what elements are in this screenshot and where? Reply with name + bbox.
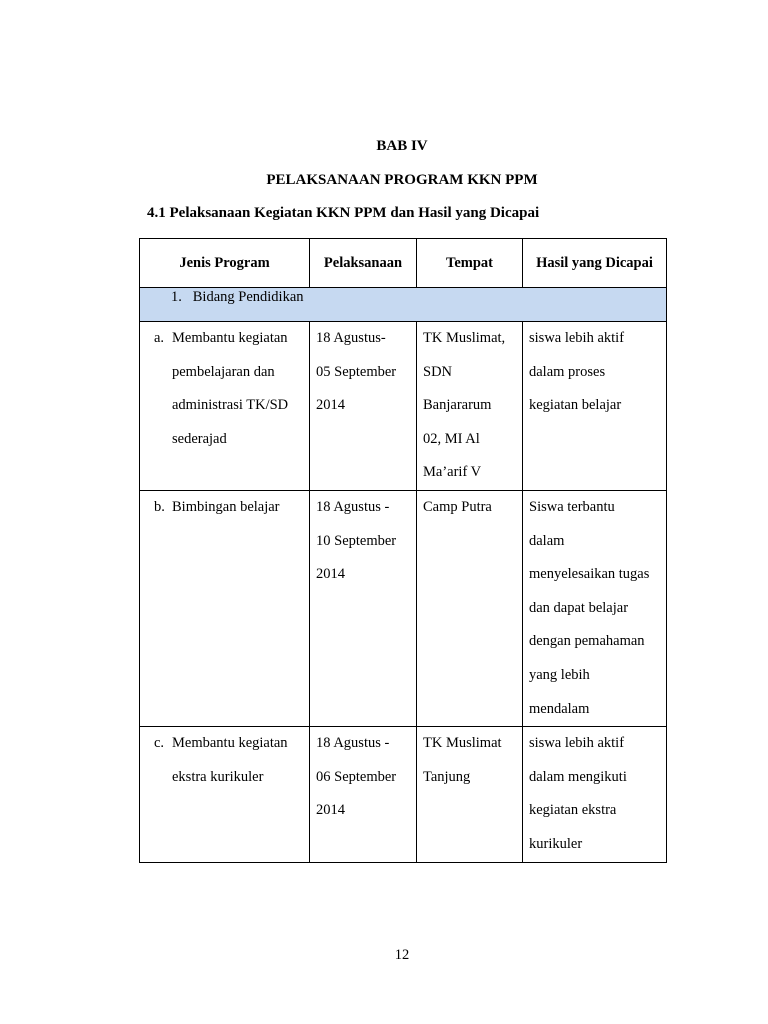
header-program: Jenis Program xyxy=(140,239,310,288)
result-text-line: dalam proses xyxy=(529,363,606,380)
program-text-line: Bimbingan belajar xyxy=(172,498,280,515)
implementation-text-line: 05 September xyxy=(316,363,397,380)
program-text-line: Membantu kegiatan xyxy=(172,735,288,752)
program-text-line: administrasi TK/SD xyxy=(172,397,289,414)
result-text-line: dan dapat belajar xyxy=(529,599,629,616)
result-text-line: siswa lebih aktif xyxy=(529,330,625,346)
group-cell xyxy=(140,288,667,322)
result-cell xyxy=(523,727,667,862)
item-marker: c. xyxy=(154,735,165,752)
table-row xyxy=(140,322,667,491)
program-text-line: ekstra kurikuler xyxy=(172,768,264,785)
implementation-cell xyxy=(310,727,417,862)
result-text-line: kurikuler xyxy=(529,835,583,852)
place-cell xyxy=(417,490,523,726)
place-cell xyxy=(417,727,523,862)
header-implementation: Pelaksanaan xyxy=(310,239,417,288)
header-result: Hasil yang Dicapai xyxy=(523,239,667,288)
header-place: Tempat xyxy=(417,239,523,288)
implementation-text-line: 18 Agustus- xyxy=(316,330,386,346)
program-text-line: pembelajaran dan xyxy=(172,363,275,380)
place-text-line: TK Muslimat, xyxy=(423,330,506,346)
program-cell xyxy=(140,727,310,862)
result-text-line: dalam mengikuti xyxy=(529,768,627,785)
table-row xyxy=(140,727,667,862)
place-text-line: TK Muslimat xyxy=(423,735,502,752)
group-label: Bidang Pendidikan xyxy=(192,289,304,305)
place-cell xyxy=(417,322,523,491)
page-number: 12 xyxy=(394,947,410,963)
result-text-line: kegiatan ekstra xyxy=(529,802,617,819)
implementation-text-line: 10 September xyxy=(316,532,397,549)
table-row xyxy=(140,490,667,726)
implementation-text-line: 2014 xyxy=(316,397,345,414)
result-text-line: siswa lebih aktif xyxy=(529,735,625,752)
group-number: 1. xyxy=(171,289,182,305)
program-text-line: sederajad xyxy=(172,430,227,447)
place-text-line: 02, MI Al xyxy=(423,430,480,447)
result-text-line: menyelesaikan tugas xyxy=(529,566,650,583)
place-text-line: SDN xyxy=(423,363,453,380)
place-text-line: Camp Putra xyxy=(423,498,492,515)
implementation-text-line: 18 Agustus - xyxy=(316,498,390,515)
result-text-line: yang lebih xyxy=(529,666,590,683)
table-header-row xyxy=(140,239,667,288)
result-text-line: dengan pemahaman xyxy=(529,633,645,650)
chapter-title: PELAKSANAAN PROGRAM KKN PPM xyxy=(266,172,538,188)
implementation-cell xyxy=(310,322,417,491)
result-text-line: Siswa terbantu xyxy=(529,498,615,515)
result-cell xyxy=(523,490,667,726)
result-text-line: dalam xyxy=(529,532,565,549)
place-text-line: Banjararum xyxy=(423,397,492,414)
item-marker: a. xyxy=(154,330,165,346)
place-text-line: Tanjung xyxy=(423,768,471,785)
implementation-text-line: 2014 xyxy=(316,566,345,583)
program-text-line: Membantu kegiatan xyxy=(172,330,288,346)
implementation-text-line: 2014 xyxy=(316,802,345,819)
program-cell xyxy=(140,322,310,491)
section-heading: 4.1 Pelaksanaan Kegiatan KKN PPM dan Hasil yang Dicapai xyxy=(147,205,540,221)
implementation-text-line: 18 Agustus - xyxy=(316,735,390,752)
result-text-line: kegiatan belajar xyxy=(529,397,622,414)
result-cell xyxy=(523,322,667,491)
chapter-heading: BAB IV xyxy=(376,138,428,154)
result-text-line: mendalam xyxy=(529,700,590,717)
program-table xyxy=(139,238,667,863)
implementation-cell xyxy=(310,490,417,726)
program-cell xyxy=(140,490,310,726)
item-marker: b. xyxy=(154,498,165,515)
group-row xyxy=(140,288,667,322)
implementation-text-line: 06 September xyxy=(316,768,397,785)
place-text-line: Ma’arif V xyxy=(423,464,482,481)
